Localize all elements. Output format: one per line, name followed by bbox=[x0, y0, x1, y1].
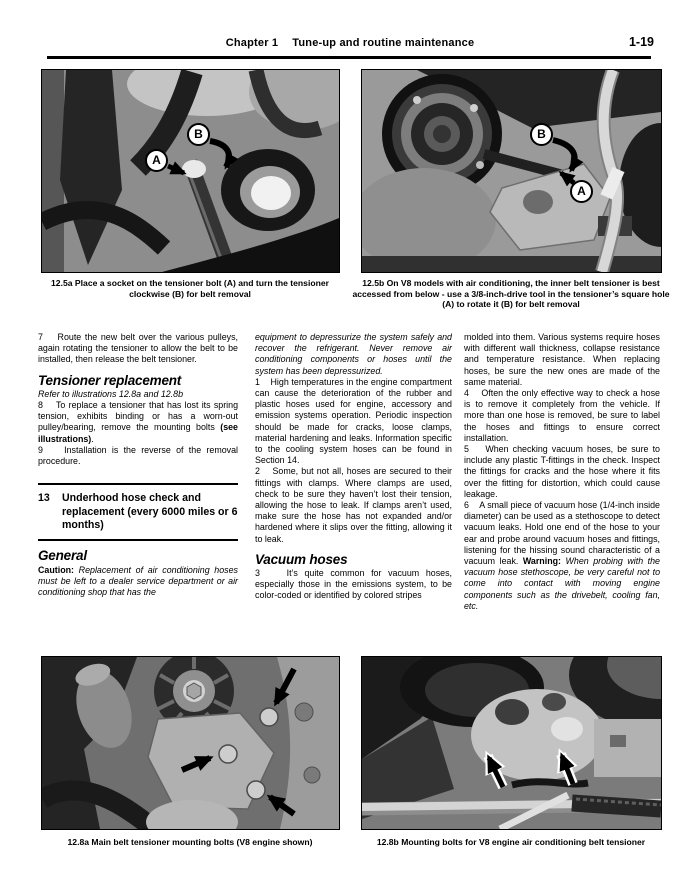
caution-text: Replacement of air conditioning hoses must be left to a dealer service department or air conditioning shop that has the bbox=[38, 564, 238, 598]
text-run: 6 A small piece of vacuum hose (1/4-inch inside diameter) can be used as a stethoscope to detect vacuum leaks. Hold one end of the hose to your ear and probe around vacuum hoses and fittings, listening for the hissing sound characteristic of a vacuum leak. bbox=[464, 500, 660, 567]
callout-label-a: A bbox=[145, 149, 168, 172]
text-run: 8 To replace a tensioner that has lost its spring tension, exhibits binding or has a worn-out pulley/bearing, remove the mounting bolts bbox=[38, 400, 238, 433]
photo-12-8a bbox=[41, 656, 340, 830]
paragraph-4: 4 Often the only effective way to check a hose is to remove it completely from the vehicle. If more than one hose is removed, be sure to label the hoses and fittings to ensure correct installation. bbox=[464, 388, 660, 443]
refer-note: Refer to illustrations 12.8a and 12.8b bbox=[38, 388, 184, 399]
chapter-title: Tune-up and routine maintenance bbox=[292, 37, 475, 49]
photo-12-5a bbox=[41, 69, 340, 273]
photo-12-5b bbox=[361, 69, 662, 273]
caption-12-5a: 12.5a Place a socket on the tensioner bolt (A) and turn the tensioner clockwise (B) for belt removal bbox=[51, 278, 329, 299]
warning-text: When probing with the vacuum hose stethoscope, be very careful not to come into contact with moving engine components such as the drivebelt, cooling fan, etc. bbox=[464, 556, 660, 611]
chapter-label: Chapter 1 bbox=[225, 37, 279, 49]
paragraph-3: 3 It’s quite common for vacuum hoses, especially those in the emissions system, to be color-coded or identified by colored stripes bbox=[255, 568, 452, 601]
warning-label: Warning: bbox=[522, 556, 561, 567]
caution-note bbox=[38, 565, 238, 599]
page-number: 1-19 bbox=[628, 35, 654, 49]
photo-12-8a-art bbox=[42, 657, 339, 829]
column-middle bbox=[255, 332, 452, 602]
paragraph-1: 1 High temperatures in the engine compartment can cause the deterioration of the rubber and plastic hoses used for engine, accessory and emission systems operation. Periodic inspection should be made for cracks, loose clamps, material hardening and leaks. Information specific to the cooling system hoses can be found in Section 14. bbox=[255, 376, 452, 466]
photo-12-5b-art bbox=[362, 70, 661, 272]
caption-12-8a: 12.8a Main belt tensioner mounting bolts (V8 engine shown) bbox=[67, 837, 313, 847]
heading-tensioner-replacement: Tensioner replacement bbox=[38, 372, 182, 388]
caution-label: Caution: bbox=[38, 564, 74, 575]
photo-12-5a-art bbox=[42, 70, 339, 272]
text-run-bold: (see illustrations) bbox=[38, 422, 238, 444]
caption-12-8b: 12.8b Mounting bolts for V8 engine air conditioning belt tensioner bbox=[376, 837, 646, 847]
caution-continued: equipment to depressurize the system safely and recover the refrigerant. Never remove air conditioning components or hoses until the system has been depressurized. bbox=[255, 332, 452, 376]
section-number: 13 bbox=[38, 492, 50, 505]
callout-label-b: B bbox=[187, 123, 210, 146]
text-run: . bbox=[91, 433, 94, 444]
chapter-header bbox=[0, 37, 700, 49]
paragraph-5: 5 When checking vacuum hoses, be sure to include any plastic T-fittings in the check. Inspect the fittings for cracks and the hose where it fits over the fitting for distortion, which could cause leakage. bbox=[464, 444, 660, 499]
paragraph-3-continued: molded into them. Various systems require hoses with different wall thickness, collapse resistance and temperature resistance. When replacing hoses, be sure the new ones are made of the same material. bbox=[464, 332, 660, 387]
photo-12-8b bbox=[361, 656, 662, 830]
column-left bbox=[38, 332, 238, 598]
callout-label-a: A bbox=[570, 180, 593, 203]
column-right bbox=[464, 332, 660, 612]
paragraph-2: 2 Some, but not all, hoses are secured to their fittings with clamps. Where clamps are used, check to be sure they haven’t lost their tension, allowing the hose to leak. If clamps aren’t used, make sure the hose has not expanded and/or hardened where it slips over the fitting, allowing it to leak. bbox=[255, 466, 452, 544]
heading-vacuum-hoses: Vacuum hoses bbox=[255, 551, 348, 567]
section-13-heading bbox=[38, 483, 238, 541]
callout-label-b: B bbox=[530, 123, 553, 146]
header-rule bbox=[47, 56, 651, 59]
caption-12-5b: 12.5b On V8 models with air conditioning, the inner belt tensioner is best accessed from below - use a 3/8-inch-drive tool in the tensioner’s square hole (A) to rotate it (B) for belt removal bbox=[352, 278, 670, 310]
photo-12-8b-art bbox=[362, 657, 661, 829]
idler-pulley bbox=[221, 149, 315, 231]
paragraph-6 bbox=[464, 500, 660, 612]
heading-general: General bbox=[38, 548, 87, 564]
tensioner-bolt bbox=[182, 160, 206, 178]
section-title: Underhood hose check and replacement (every 6000 miles or 6 months) bbox=[62, 492, 238, 532]
bracket bbox=[594, 719, 661, 777]
paragraph-8 bbox=[38, 400, 238, 445]
paragraph-9: 9 Installation is the reverse of the removal procedure. bbox=[38, 444, 238, 467]
paragraph-7: 7 Route the new belt over the various pulleys, again rotating the tensioner to allow the belt to be installed, then release the belt tensioner. bbox=[38, 332, 238, 365]
